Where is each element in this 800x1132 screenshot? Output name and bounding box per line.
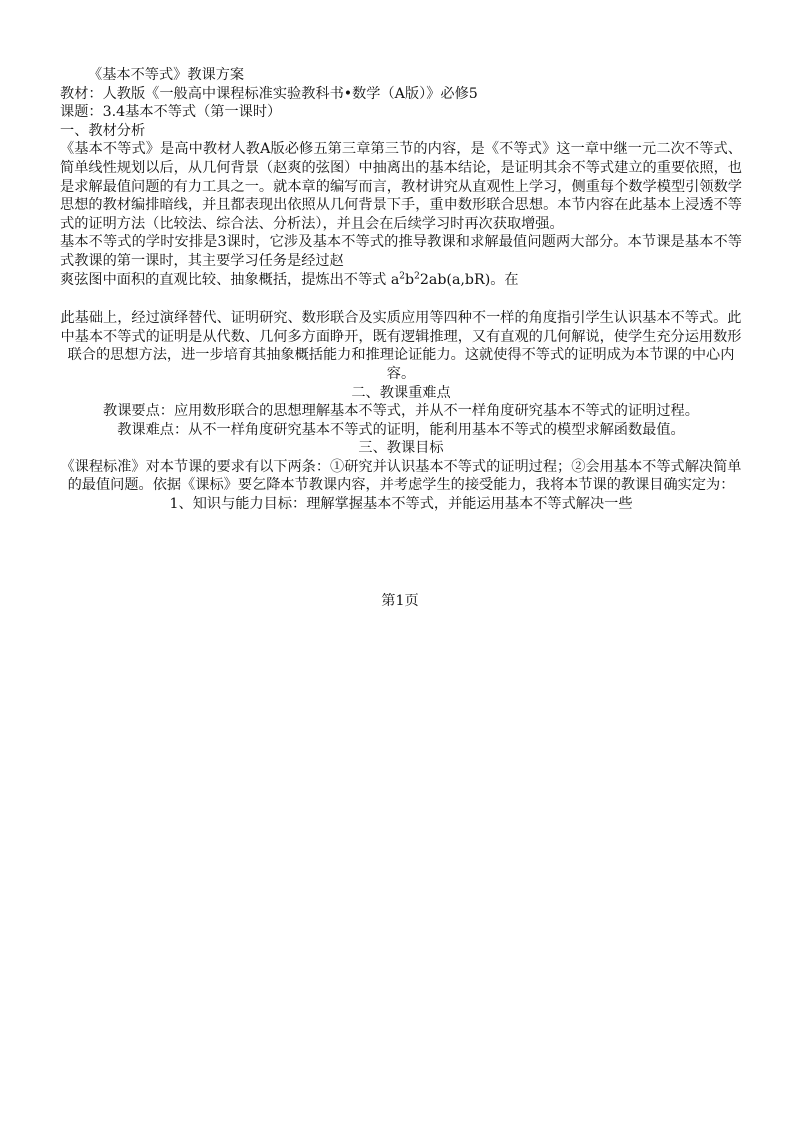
topic-line: 课题：3.4基本不等式（第一课时） bbox=[60, 104, 282, 121]
formula-lead-text: 爽弦图中面积的直观比较、抽象概括，提炼出不等式 a bbox=[60, 271, 400, 288]
formula-tail-text: 2ab(a,bR)。在 bbox=[419, 271, 519, 288]
key-point-line: 教课要点：应用数形联合的思想理解基本不等式，并从不一样角度研究基本不等式的证明过程。 bbox=[103, 403, 699, 420]
section1-paragraph-1: 《基本不等式》是高中教材人教A版必修五第三章第三节的内容，是《不等式》这一章中继一元二次不等式、简单线性规划以后，从几何背景（赵爽的弦图）中抽离出的基本结论，是证明其余不等式建立的重要依照，也是求解最值问题的有力工具之一。就本章的编写而言，教材讲究从直观性上学习，侧重每个数学模型引领数学思想的教材编排暗线，并且都表现出依照从几何背景下手，重申数形联合思想。本节内容在此基本上浸透不等式的证明方法（比较法、综合法、分析法），并且会在后续学习时再次获取增强。 bbox=[60, 141, 742, 232]
section1-paragraph-3: 此基础上，经过演绎替代、证明研究、数形联合及实质应用等四种不一样的角度指引学生认识基本不等式。此中基本不等式的证明是从代数、几何多方面睁开，既有逻辑推理，又有直观的几何解说，使学生充分运用数形联合的思想方法，进一步培育其抽象概括能力和推理论证能力。这就使得不等式的证明成为本节课的中心内容。 bbox=[60, 310, 742, 382]
document-body bbox=[60, 66, 742, 514]
section1-paragraph-2: 基本不等式的学时安排是3课时，它涉及基本不等式的推导教课和求解最值问题两大部分。本节课是基本不等式教课的第一课时，其主要学习任务是经过赵 bbox=[60, 234, 742, 269]
goal-1-line: 1、知识与能力目标：理解掌握基本不等式，并能运用基本不等式解决一些 bbox=[169, 496, 633, 513]
page-number: 第1页 bbox=[381, 593, 419, 609]
section1-heading: 一、教材分析 bbox=[60, 122, 146, 139]
section3-heading: 三、教课目标 bbox=[358, 440, 444, 457]
formula-superscript-1: 2 bbox=[399, 270, 406, 281]
document-title: 《基本不等式》教课方案 bbox=[88, 67, 245, 83]
formula-superscript-2: 2 bbox=[414, 270, 420, 281]
textbook-line: 教材：人教版《一般高中课程标准实验教科书•数学（A版）》必修5 bbox=[60, 85, 478, 102]
difficult-point-line: 教课难点：从不一样角度研究基本不等式的证明，能利用基本不等式的模型求解函数最值。 bbox=[117, 421, 685, 438]
paragraph-gap bbox=[60, 289, 742, 309]
section2-heading: 二、教课重难点 bbox=[351, 384, 451, 401]
section3-paragraph: 《课程标准》对本节课的要求有以下两条：①研究并认识基本不等式的证明过程；②会用基本不等式解决简单的最值问题。依据《课标》要乞降本节教课内容，并考虑学生的接受能力，我将本节课的教课目确实定为： bbox=[60, 458, 742, 494]
section1-formula-line bbox=[60, 271, 742, 290]
formula-variable-b: b bbox=[405, 271, 415, 288]
